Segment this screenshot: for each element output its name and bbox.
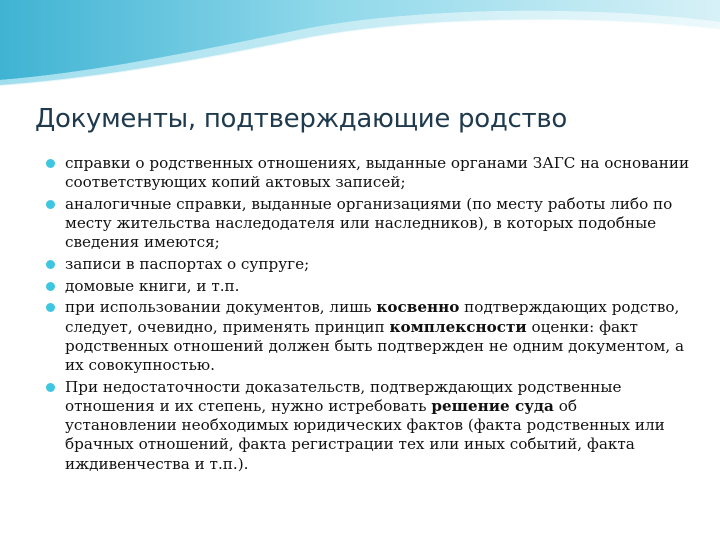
bullet-icon <box>46 303 55 312</box>
bullet-icon <box>46 282 55 291</box>
bullet-text: записи в паспортах о супруге; <box>65 255 310 274</box>
bullet-text-part: об установлении необходимых юридических фактов (факта родственных или брачных отношений, факта регистрации тех или иных событий, факта иждивенчества и т.п.). <box>65 396 665 473</box>
list-item <box>46 277 691 296</box>
slide-title: Документы, подтверждающие родство <box>35 104 567 134</box>
bullet-text-part: подтверждающих родство, следует, очевидно, применять принцип <box>65 298 680 336</box>
list-item <box>46 195 691 253</box>
list-item <box>46 154 691 192</box>
bullet-icon <box>46 159 55 168</box>
list-item <box>46 298 691 375</box>
bullet-list <box>46 154 691 476</box>
bullet-icon <box>46 260 55 269</box>
bullet-text: домовые книги, и т.п. <box>65 276 240 295</box>
bullet-text: аналогичные справки, выданные организациями (по месту работы либо по месту жительства наследодателя или наследников), в которых подобные сведения имеются; <box>65 194 673 252</box>
list-item <box>46 255 691 274</box>
list-item <box>46 378 691 474</box>
emphasis-comprehensiveness: комплексности <box>389 317 527 336</box>
bullet-icon <box>46 200 55 209</box>
header-wave-decoration <box>0 0 720 90</box>
bullet-text-part: При недостаточности доказательств, подтверждающих родственные отношения и их степень, нужно истребовать <box>65 377 622 415</box>
bullet-text-part: оценки: факт родственных отношений должен быть подтвержден не одним документом, а их совокупностью. <box>65 317 685 375</box>
bullet-icon <box>46 383 55 392</box>
emphasis-indirect: косвенно <box>376 298 460 317</box>
bullet-text-part: при использовании документов, лишь <box>65 298 377 317</box>
emphasis-court-decision: решение суда <box>431 396 554 415</box>
bullet-text: справки о родственных отношениях, выданные органами ЗАГС на основании соответствующих копий актовых записей; <box>65 154 690 192</box>
